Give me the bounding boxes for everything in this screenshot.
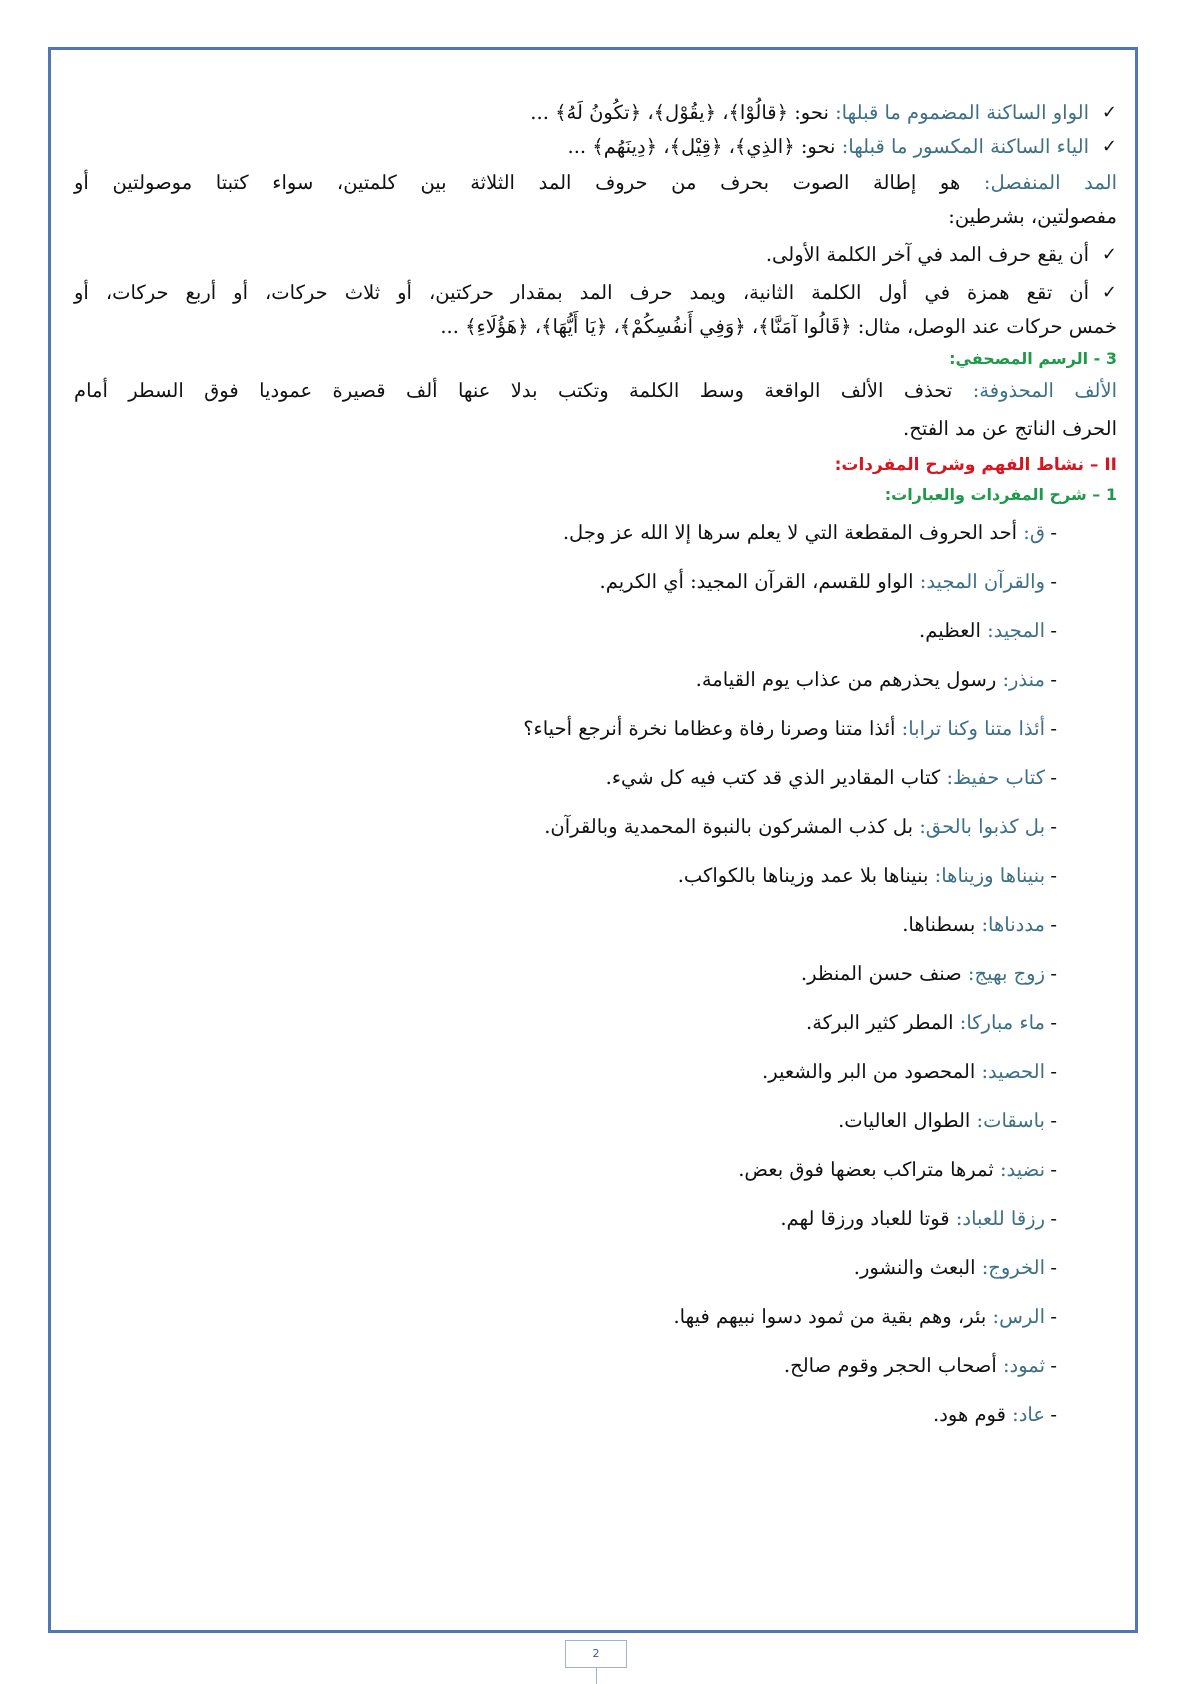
- vocab-list: [74, 514, 1117, 1434]
- rasm-continuation: الحرف الناتج عن مد الفتح.: [903, 417, 1117, 440]
- list-item: - زوج بهيج: صنف حسن المنظر.: [800, 962, 1057, 985]
- list-item: - الرس: بئر، وهم بقية من ثمود دسوا نبيهم فيها.: [673, 1305, 1057, 1328]
- condition-text: أن تقع همزة في أول الكلمة الثانية، ويمد حرف المد بمقدار حركتين، أو ثلاث حركات، أو أربع حركات، أو: [74, 281, 1089, 304]
- list-item: - الحصيد: المحصود من البر والشعير.: [762, 1060, 1057, 1083]
- condition-text: أن يقع حرف المد في آخر الكلمة الأولى.: [765, 243, 1089, 266]
- condition-1: [74, 238, 1117, 272]
- list-item: - باسقات: الطوال العاليات.: [838, 1109, 1057, 1132]
- list-item: - الخروج: البعث والنشور.: [853, 1256, 1057, 1279]
- list-item: - منذر: رسول يحذرهم من عذاب يوم القيامة.: [695, 668, 1057, 691]
- munfasil-definition: [74, 166, 1117, 200]
- vocab-subheading: 1 – شرح المفردات والعبارات:: [884, 485, 1117, 504]
- list-item: - بل كذبوا بالحق: بل كذب المشركون بالنبوة المحمدية وبالقرآن.: [544, 815, 1057, 838]
- checkmark-icon: ✓: [1101, 136, 1117, 157]
- list-item: - المجيد: العظيم.: [919, 619, 1057, 642]
- checkmark-icon: ✓: [1101, 282, 1117, 303]
- rule-text: نحو: ﴿قالُوْا﴾، ﴿يقُوْل﴾، ﴿تكُونُ لَهُ﴾ ...: [530, 101, 836, 124]
- list-item: - كتاب حفيظ: كتاب المقادير الذي قد كتب فيه كل شيء.: [605, 766, 1057, 789]
- checkmark-icon: ✓: [1101, 102, 1117, 123]
- list-item: - ق: أحد الحروف المقطعة التي لا يعلم سرها إلا الله عز وجل.: [562, 521, 1057, 544]
- list-item: - ثمود: أصحاب الحجر وقوم صالح.: [783, 1354, 1057, 1377]
- munfasil-continuation: مفصولتين، بشرطين:: [948, 205, 1117, 228]
- rule-text: نحو: ﴿الذِي﴾، ﴿قِيْل﴾، ﴿دِينَهُم﴾ ...: [567, 135, 842, 158]
- list-item: - والقرآن المجيد: الواو للقسم، القرآن المجيد: أي الكريم.: [599, 570, 1057, 593]
- rule-ya: [74, 130, 1117, 164]
- condition-2-continuation: خمس حركات عند الوصل، مثال: ﴿قَالُوا آمَنَّا﴾، ﴿وَفِي أَنفُسِكُمْ﴾، ﴿يَا أَيُّهَا﴾، ﴿هَؤُلَاءِ﴾ ...: [440, 315, 1117, 338]
- munfasil-text: هو إطالة الصوت بحرف من حروف المد الثلاثة بين كلمتين، سواء كتبتا موصولتين أو: [74, 171, 984, 194]
- page-content: [74, 96, 1117, 1445]
- condition-2: [74, 276, 1117, 310]
- rule-label: الياء الساكنة المكسور ما قبلها:: [841, 135, 1089, 158]
- munfasil-label: المد المنفصل:: [983, 171, 1117, 194]
- page-number: 2: [565, 1640, 627, 1668]
- list-item: - ماء مباركا: المطر كثير البركة.: [806, 1011, 1057, 1034]
- rasm-heading: 3 - الرسم المصحفي:: [949, 349, 1117, 368]
- list-item: - مددناها: بسطناها.: [902, 913, 1057, 936]
- checkmark-icon: ✓: [1101, 244, 1117, 265]
- list-item: - رزقا للعباد: قوتا للعباد ورزقا لهم.: [780, 1207, 1057, 1230]
- rule-label: الواو الساكنة المضموم ما قبلها:: [835, 101, 1089, 124]
- rasm-label: الألف المحذوفة:: [972, 379, 1117, 402]
- page-number-tick: [596, 1668, 597, 1684]
- list-item: - نضيد: ثمرها متراكب بعضها فوق بعض.: [738, 1158, 1057, 1181]
- list-item: - أئذا متنا وكنا ترابا: أئذا متنا وصرنا رفاة وعظاما نخرة أنرجع أحياء؟: [523, 717, 1057, 740]
- rasm-definition: [74, 374, 1117, 408]
- section2-heading: II – نشاط الفهم وشرح المفردات:: [834, 455, 1117, 475]
- list-item: - عاد: قوم هود.: [933, 1403, 1057, 1426]
- rule-waw: [74, 96, 1117, 130]
- rasm-text: تحذف الألف الواقعة وسط الكلمة وتكتب بدلا عنها ألف قصيرة عموديا فوق السطر أمام: [74, 379, 973, 402]
- list-item: - بنيناها وزيناها: بنيناها بلا عمد وزيناها بالكواكب.: [677, 864, 1057, 887]
